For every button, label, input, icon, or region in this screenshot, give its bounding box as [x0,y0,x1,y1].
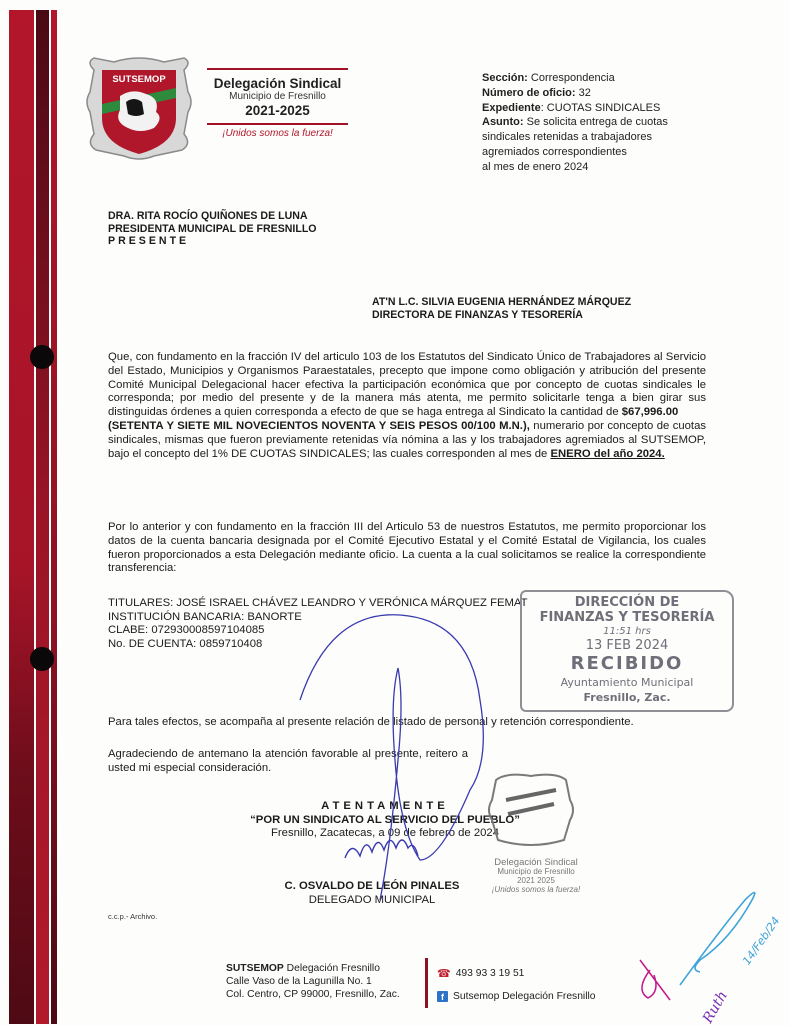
attention-position: DIRECTORA DE FINANZAS Y TESORERÍA [372,308,583,321]
handwritten-initial [640,960,670,1000]
motto: “POR UN SINDICATO AL SERVICIO DEL PUEBLO” [250,813,520,826]
signer-block [262,880,482,907]
phone-icon: ☎ [437,968,451,980]
footer-phone: 493 93 3 19 51 [455,968,525,979]
decorative-stripe-right [51,10,57,1024]
brand-rule-top [207,68,348,70]
seccion-label: Sección: [482,72,528,84]
handwritten-date: 14/Feb/24 [740,914,783,968]
bank-account: No. DE CUENTA: 0859710408 [108,637,263,650]
letterhead-title: Delegación Sindical [213,76,342,91]
footer-contact [437,962,596,1008]
oficio-value: 32 [578,86,591,99]
sutsemop-logo [84,52,194,162]
paragraph-request [108,351,706,461]
amount-words: (SETENTA Y SIETE MIL NOVECIENTOS NOVENTA Y SEIS PESOS 00/100 M.N.), [108,419,530,432]
stamp-received: RECIBIDO [570,653,684,674]
recipient-block [108,210,317,248]
atentamente-label: ATENTAMENTE [321,800,449,812]
footer-address [226,962,400,1001]
asunto-label: Asunto: [482,116,524,129]
letterhead-slogan: ¡Unidos somos la fuerza! [222,128,333,139]
asunto-line: agremiados correspondientes [482,145,627,158]
paragraph-thanks: Agradeciendo de antemano la atención favorable al presente, reitero a usted mi especial consideración. [108,748,468,774]
punch-hole-bottom [30,647,54,671]
union-seal-text [484,858,588,894]
attention-name: AT'N L.C. SILVIA EUGENIA HERNÁNDEZ MÁRQUEZ [372,296,632,308]
brand-rule-bottom [207,123,348,125]
month-period: ENERO del año 2024. [550,447,665,460]
seccion-value: Correspondencia [530,72,615,84]
stamp-date: 13 FEB 2024 [585,638,669,653]
oficio-label: Número de oficio: [482,86,576,99]
recipient-position: PRESIDENTA MUNICIPAL DE FRESNILLO [108,222,317,235]
bank-holders: TITULARES: JOSÉ ISRAEL CHÁVEZ LEANDRO Y VERÓNICA MÁRQUEZ FEMAT [108,597,528,609]
ccp-note: c.c.p.- Archivo. [108,912,158,921]
stamp-line1: DIRECCIÓN DE [574,595,680,610]
paragraph-attachment: Para tales efectos, se acompaña al presente relación de listado de personal y retención correspondiente. [108,716,634,728]
recipient-name: DRA. RITA ROCÍO QUIÑONES DE LUNA [108,210,308,222]
asunto-line: Se solicita entrega de cuotas [526,116,668,129]
bank-details [108,597,528,651]
stamp-line2: FINANZAS Y TESORERÍA [539,610,715,625]
bank-clabe: CLABE: 072930008597104085 [108,624,265,636]
presente-label: PRESENTE [108,235,190,247]
decorative-stripe-middle [36,10,49,1024]
footer-org-bold: SUTSEMOP [226,963,284,974]
paragraph-text: Que, con fundamento en la fracción IV del articulo 103 de los Estatutos del Sindicato Único de Trabajadores al Servicio del Estado, Municipios y Organismos Paraestatales, precepto que impone como obligación y atribución del presente Comité Municipal Delegacional hacer efectiva la participación económica que por concepto de cuotas sindicales le corresponda; por medio del presente y de la manera más atenta, me permito solicitarle tenga a bien girar sus distinguidas órdenes a quien corresponda a efecto de que se haga entrega al Sindicato la cantidad de [108,351,706,419]
asunto-line: sindicales retenidas a trabajadores [482,131,652,144]
received-stamp [520,590,734,712]
signer-title: DELEGADO MUNICIPAL [308,893,436,906]
union-seal-stamp [486,770,576,850]
seal-title: Delegación Sindical [494,857,578,868]
footer-divider [425,958,428,1008]
handwritten-check-mark [680,893,755,986]
paragraph-bank-intro: Por lo anterior y con fundamento en la fracción III del Articulo 53 de nuestros Estatutos, me permito proporcionar los datos de la cuenta bancaria designada por el Comité Ejecutivo Estatal y el Comité Estatal de Vigilancia, los cuales fueron proporcionados a esta Delegación mediante oficio. La cuenta a la cual solicitamos se realice la correspondiente transferencia: [108,521,706,575]
decorative-stripe-left [9,10,34,1024]
seal-period: 2021 2025 [517,876,555,885]
footer-address-line1: Calle Vaso de la Lagunilla No. 1 [226,976,372,987]
letterhead-period: 2021-2025 [245,103,310,118]
expediente-value: : CUOTAS SINDICALES [540,101,661,114]
punch-hole-top [30,345,54,369]
seal-subtitle: Municipio de Fresnillo [497,867,575,876]
letterhead-subtitle: Municipio de Fresnillo [229,91,326,102]
amount: $67,996.00 [621,406,679,419]
paragraph-text: numerario por concepto de cuotas sindicales, mismas que fueron previamente retenidas vía nómina a las y los trabajadores agremiados al SUTSEMOP, bajo el concepto del 1% DE CUOTAS SINDICALES; las cuales corresponden al mes de [108,419,706,460]
signature-initials [345,840,418,858]
facebook-icon: f [437,991,448,1002]
footer-org: Delegación Fresnillo [283,963,380,974]
expediente-label: Expediente [482,101,541,114]
logo-text: SUTSEMOP [112,74,166,85]
signer-name: C. OSVALDO DE LEÓN PINALES [284,880,460,892]
bank-institution: INSTITUCIÓN BANCARIA: BANORTE [108,610,302,623]
footer-address-line2: Col. Centro, CP 99000, Fresnillo, Zac. [226,989,400,1000]
stamp-institution: Ayuntamiento Municipal [560,676,694,689]
stamp-city: Fresnillo, Zac. [583,691,671,704]
asunto-line: al mes de enero 2024 [482,160,589,173]
handwritten-name: Ruth [700,988,731,1026]
document-meta [482,71,712,175]
seal-slogan: ¡Unidos somos la fuerza! [491,885,581,894]
stamp-time: 11:51 hrs [603,626,651,637]
footer-facebook[interactable]: Sutsemop Delegación Fresnillo [453,991,596,1002]
letterhead-brand [205,68,350,139]
attention-block [372,296,631,321]
place-date: Fresnillo, Zacatecas, a 09 de febrero de 2024 [271,827,499,839]
